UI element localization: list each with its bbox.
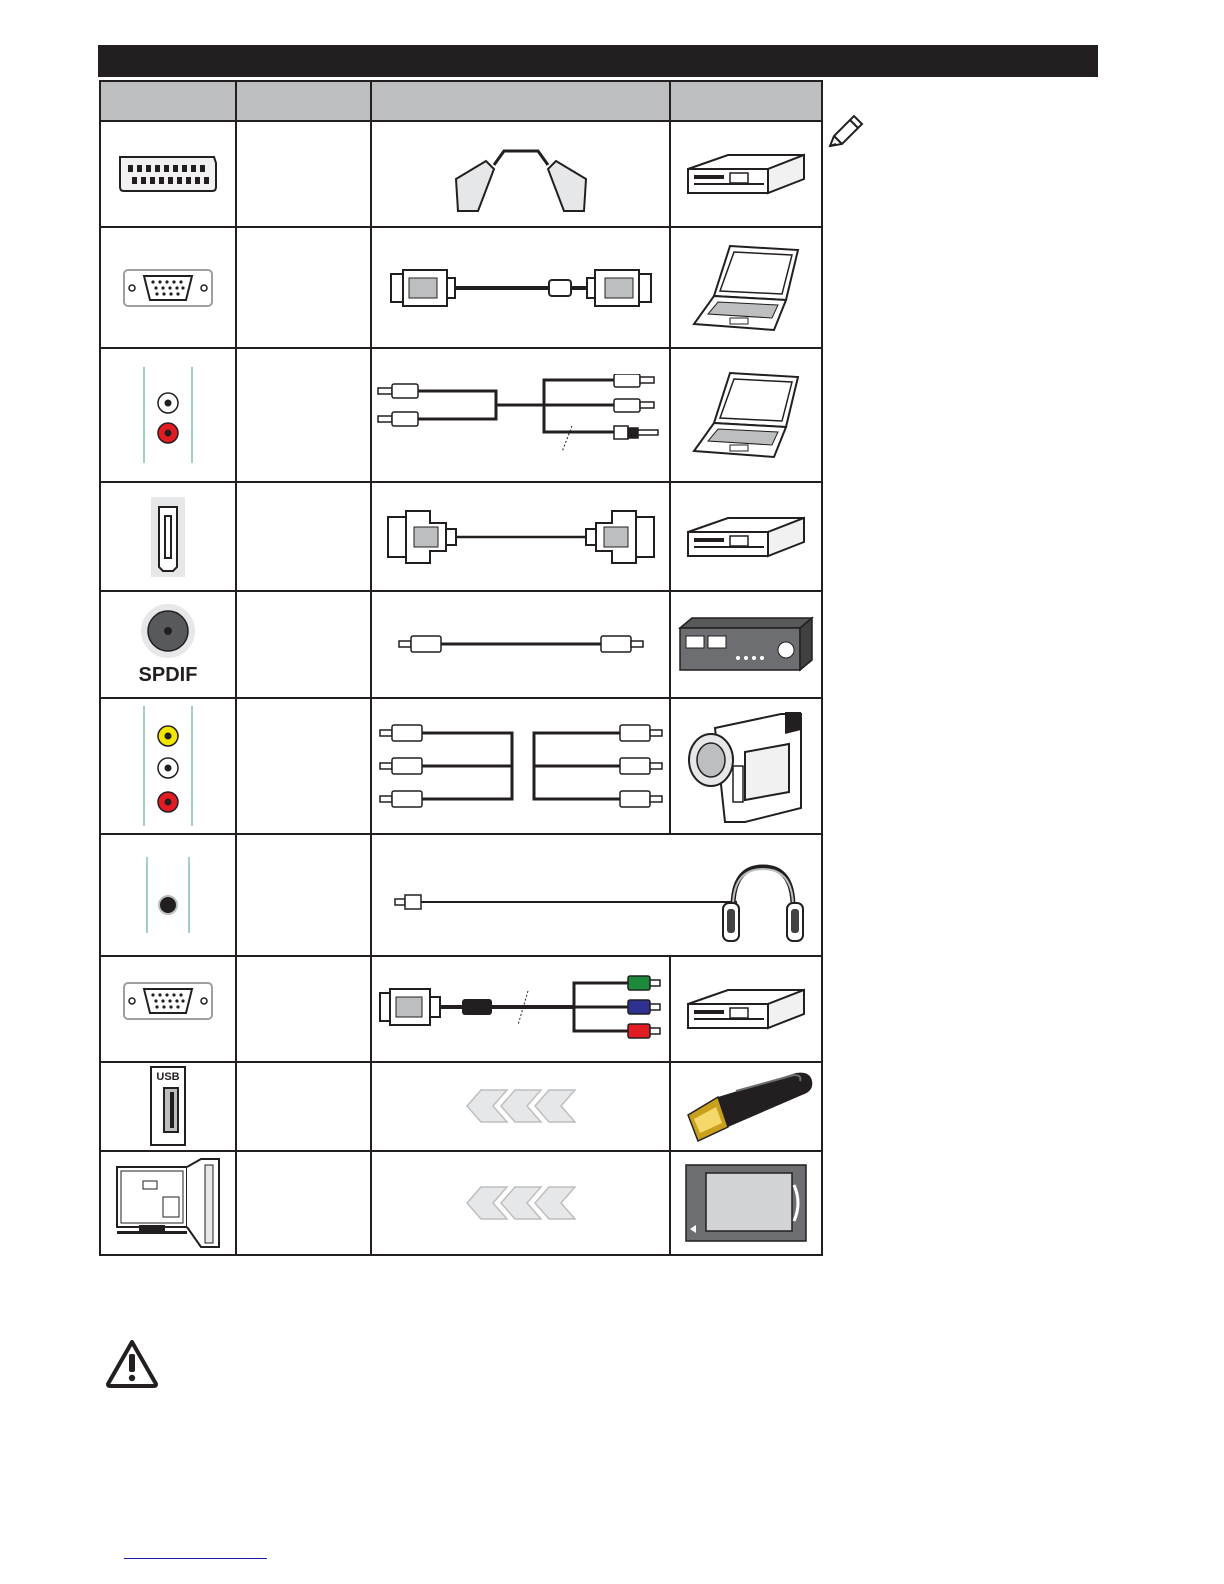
header-device [670, 81, 822, 121]
headphone-cable-icon [387, 845, 807, 945]
vga-cable-icon [389, 266, 653, 310]
type-cell [236, 591, 371, 698]
connector-cell [100, 227, 236, 347]
header-type [236, 81, 371, 121]
cable-cell [371, 1151, 670, 1255]
table-row [100, 348, 822, 482]
headphone-jack-socket-icon [143, 855, 193, 935]
ci-cam-module-icon [684, 1163, 808, 1243]
section-title-bar [98, 45, 1098, 77]
cable-cell [371, 1062, 670, 1150]
connector-cell [100, 482, 236, 590]
device-cell [670, 1151, 822, 1255]
device-cell [670, 121, 822, 227]
table-row [100, 1062, 822, 1150]
connector-cell [100, 956, 236, 1062]
dvd-recorder-icon [684, 514, 808, 560]
table-row [100, 482, 822, 590]
table-row [100, 591, 822, 698]
audio-amplifier-icon [678, 616, 814, 672]
device-cell [670, 698, 822, 833]
type-cell [236, 121, 371, 227]
connector-cell [100, 348, 236, 482]
device-cell [670, 956, 822, 1062]
cable-cell [371, 348, 670, 482]
connector-cell [100, 1151, 236, 1255]
type-cell [236, 482, 371, 590]
hdmi-cable-icon [384, 507, 658, 567]
laptop-icon [690, 242, 802, 334]
cable-cell [371, 591, 670, 698]
type-cell [236, 698, 371, 833]
type-cell [236, 348, 371, 482]
connector-cell [100, 591, 236, 698]
cable-cell [371, 121, 670, 227]
table-row [100, 121, 822, 227]
av-rca-cable-icon [378, 723, 664, 809]
cable-cell [371, 227, 670, 347]
table-row [100, 698, 822, 833]
vga-socket-icon [122, 969, 214, 1049]
dvd-recorder-icon [684, 151, 808, 197]
audio-rca-to-minijack-cable-icon [376, 374, 666, 456]
table-row [100, 834, 822, 956]
vga-socket-icon [122, 268, 214, 308]
audio-lr-socket-icon [138, 365, 198, 465]
table-row [100, 956, 822, 1062]
spdif-socket-icon [128, 599, 208, 689]
type-cell [236, 834, 371, 956]
vga-to-ypbpr-cable-icon [378, 969, 664, 1049]
device-cell [670, 591, 822, 698]
connector-cell [100, 834, 236, 956]
insert-arrows-icon [463, 1185, 579, 1221]
type-cell [236, 227, 371, 347]
usb-socket-icon [150, 1066, 186, 1146]
tv-ci-slot-icon [115, 1157, 221, 1249]
device-cell [670, 227, 822, 347]
av-yellow-white-red-socket-icon [138, 704, 198, 828]
header-connector [100, 81, 236, 121]
laptop-icon [690, 360, 802, 470]
camcorder-icon [685, 708, 807, 824]
connector-cell [100, 1062, 236, 1150]
footer-link-underline [124, 1558, 267, 1559]
device-cell [670, 482, 822, 590]
table-row [100, 227, 822, 347]
pencil-note-icon [826, 112, 868, 152]
device-cell [670, 1062, 822, 1150]
cable-cell [371, 482, 670, 590]
insert-arrows-icon [463, 1088, 579, 1124]
dvd-recorder-icon [684, 986, 808, 1032]
header-cables [371, 81, 670, 121]
type-cell [236, 1151, 371, 1255]
type-cell [236, 1062, 371, 1150]
usb-label: USB [156, 1071, 180, 1084]
scart-socket-icon [116, 153, 220, 195]
table-row [100, 1151, 822, 1255]
coaxial-cable-icon [397, 632, 645, 656]
connector-cell [100, 121, 236, 227]
cable-cell [371, 834, 822, 956]
cable-cell [371, 698, 670, 833]
usb-stick-icon [678, 1069, 814, 1143]
connections-table [99, 80, 823, 1256]
headphones-icon [723, 867, 803, 941]
hdmi-socket-icon [151, 497, 185, 577]
scart-cable-icon [446, 131, 596, 217]
warning-triangle-icon [104, 1338, 160, 1390]
type-cell [236, 956, 371, 1062]
device-cell [670, 348, 822, 482]
cable-cell [371, 956, 670, 1062]
connector-cell [100, 698, 236, 833]
spdif-label: SPDIF [138, 664, 198, 687]
